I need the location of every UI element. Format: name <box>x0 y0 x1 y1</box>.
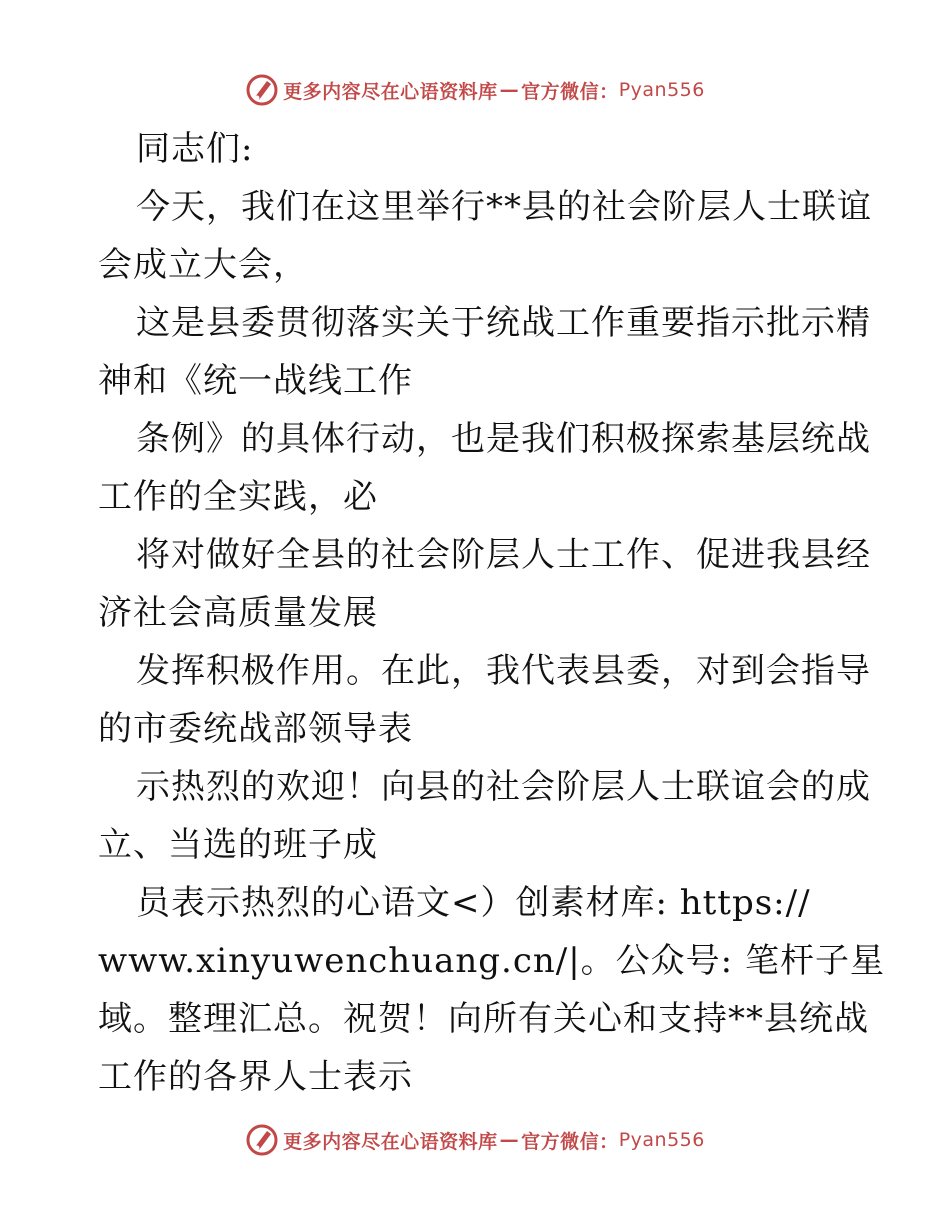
text-line: 济社会高质量发展 <box>98 593 378 633</box>
text-line: 工作的各界人士表示 <box>98 1057 413 1097</box>
header-separator: — <box>499 79 520 101</box>
text-line: 将对做好全县的社会阶层人士工作、促进我县经 <box>136 535 871 575</box>
text-line: 会成立大会， <box>98 245 308 285</box>
pen-logo-icon <box>245 73 279 107</box>
text-line: 今天，我们在这里举行**县的社会阶层人士联谊 <box>136 187 872 227</box>
text-line: 发挥积极作用。在此，我代表县委，对到会指导 <box>136 651 871 691</box>
footer-wechat-id: Pyan556 <box>618 1129 705 1151</box>
text-line: 同志们: <box>136 129 254 169</box>
header-banner <box>0 70 950 110</box>
text-line: 工作的全实践，必 <box>98 477 378 517</box>
text-line: www.xinyuwenchuang.cn/|。公众号: 笔杆子星 <box>98 941 885 981</box>
header-wechat-label: 官方微信： <box>521 80 619 103</box>
footer-brand-text: 更多内容尽在心语资料库 <box>283 1130 498 1153</box>
footer-wechat-label: 官方微信： <box>521 1130 619 1153</box>
text-line: 神和《统一战线工作 <box>98 361 413 401</box>
document-body <box>98 120 885 1106</box>
footer-banner <box>0 1120 950 1160</box>
text-line: 这是县委贯彻落实关于统战工作重要指示批示精 <box>136 303 871 343</box>
pen-logo-icon <box>245 1123 279 1157</box>
text-line: 的市委统战部领导表 <box>98 709 413 749</box>
header-brand-text: 更多内容尽在心语资料库 <box>283 80 498 103</box>
text-line: 域。整理汇总。祝贺！向所有关心和支持**县统战 <box>98 999 869 1039</box>
header-wechat-id: Pyan556 <box>618 79 705 101</box>
text-line: 立、当选的班子成 <box>98 825 378 865</box>
footer-separator: — <box>499 1129 520 1151</box>
text-line: 条例》的具体行动，也是我们积极探索基层统战 <box>136 419 871 459</box>
text-line: 员表示热烈的心语文<）创素材库: https:// <box>136 883 811 923</box>
text-line: 示热烈的欢迎！向县的社会阶层人士联谊会的成 <box>136 767 871 807</box>
